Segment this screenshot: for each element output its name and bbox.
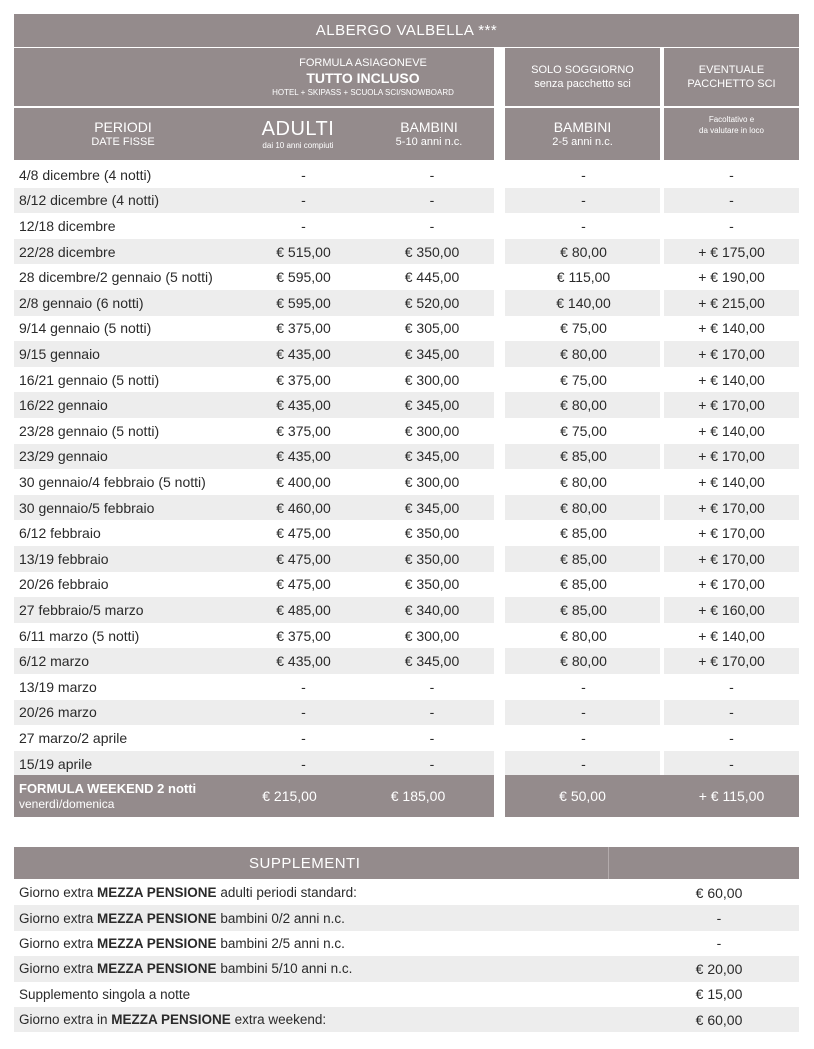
formula-line3: HOTEL + SKIPASS + SCUOLA SCI/SNOWBOARD	[272, 88, 454, 97]
weekend-sublabel: venerdì/domenica	[19, 797, 115, 811]
weekend-label: FORMULA WEEKEND 2 notti	[19, 781, 197, 796]
solo-soggiorno-cell: € 140,00	[556, 294, 611, 311]
pacchetto-sci-cell: + € 190,00	[698, 269, 765, 286]
solo-soggiorno-cell: € 85,00	[560, 601, 607, 618]
solo-soggiorno-cell: € 85,00	[560, 448, 607, 465]
pacchetto-sci-cell: + € 175,00	[698, 243, 765, 260]
adulti-cell: € 400,00	[276, 473, 331, 490]
pacchetto-sci-cell: -	[729, 704, 734, 721]
periodo-cell: 15/19 aprile	[19, 755, 93, 772]
adulti-cell: € 475,00	[276, 550, 331, 567]
periodi-label: PERIODI	[94, 119, 152, 135]
solo-soggiorno-cell: € 80,00	[560, 653, 607, 670]
solo-soggiorno-cell: € 80,00	[560, 499, 607, 516]
bambini-5-10-header	[364, 108, 494, 160]
adulti-cell: € 375,00	[276, 422, 331, 439]
adulti-cell: € 435,00	[276, 345, 331, 362]
supplementi-title: SUPPLEMENTI	[249, 854, 361, 872]
supplementi-header	[14, 847, 799, 879]
table-row	[14, 444, 799, 470]
bambini-cell: € 300,00	[404, 473, 460, 490]
adulti-cell: € 475,00	[276, 576, 331, 593]
adulti-cell: -	[301, 217, 306, 234]
table-row	[14, 418, 799, 444]
table-row	[14, 674, 799, 700]
adulti-label: ADULTI	[261, 117, 335, 140]
supplemento-text: Giorno extra	[19, 885, 98, 901]
supplemento-text: bambini 2/5 anni n.c.	[216, 935, 345, 951]
table-row	[14, 751, 799, 777]
table-row	[14, 623, 799, 649]
bambini-cell: € 300,00	[404, 371, 460, 388]
adulti-header	[232, 108, 364, 160]
weekend-adulti: € 215,00	[262, 788, 317, 804]
solo-soggiorno-cell: € 85,00	[560, 576, 607, 593]
adulti-cell: € 595,00	[276, 269, 331, 286]
supplemento-row	[14, 956, 799, 981]
solo-soggiorno-cell: -	[581, 729, 586, 746]
supplemento-text: Giorno extra	[19, 961, 98, 977]
supplemento-description	[19, 905, 345, 930]
table-row	[14, 341, 799, 367]
pacchetto-sci-cell: + € 170,00	[698, 550, 765, 567]
supplemento-text: Supplemento singola a notte	[19, 986, 191, 1002]
bambini-cell: € 340,00	[404, 601, 460, 618]
periodo-cell: 4/8 dicembre (4 notti)	[19, 166, 152, 183]
bambini-cell: € 350,00	[404, 243, 460, 260]
pacchetto-sci-cell: + € 140,00	[698, 422, 765, 439]
solo-line1: SOLO SOGGIORNO	[531, 64, 634, 76]
pacchetto-sci-cell: + € 170,00	[698, 525, 765, 542]
periodo-cell: 13/19 marzo	[19, 678, 97, 695]
supplemento-highlight: MEZZA PENSIONE	[97, 935, 217, 951]
bambini-cell: € 520,00	[404, 294, 460, 311]
table-row	[14, 648, 799, 674]
table-row	[14, 520, 799, 546]
periodo-cell: 9/14 gennaio (5 notti)	[19, 320, 152, 337]
hotel-title-bar	[14, 14, 799, 47]
facoltativo-note2: da valutare in loco	[699, 126, 764, 135]
bambini-cell: € 345,00	[404, 653, 460, 670]
bambini-cell: -	[429, 678, 435, 695]
solo-soggiorno-cell: € 80,00	[560, 627, 607, 644]
weekend-row-left	[14, 775, 494, 817]
weekend-row-right	[505, 775, 799, 817]
pacchetto-sci-cell: + € 140,00	[698, 473, 765, 490]
solo-soggiorno-cell: € 75,00	[560, 422, 607, 439]
supplemento-row	[14, 982, 799, 1007]
pacchetto-sci-cell: + € 140,00	[698, 371, 765, 388]
bambini-2-5-header	[505, 108, 660, 160]
bambini-cell: € 345,00	[404, 397, 460, 414]
periodi-header	[14, 108, 232, 160]
column-divider	[494, 162, 505, 818]
periodo-cell: 16/22 gennaio	[19, 397, 108, 414]
supplemento-highlight: MEZZA PENSIONE	[97, 885, 217, 901]
periodo-cell: 12/18 dicembre	[19, 217, 116, 234]
facoltativo-header	[664, 108, 799, 160]
solo-soggiorno-cell: € 75,00	[560, 320, 607, 337]
supplemento-price: € 15,00	[695, 986, 743, 1003]
adulti-cell: € 435,00	[276, 448, 331, 465]
supplemento-description	[19, 1007, 326, 1032]
facoltativo-note1: Facoltativo e	[708, 115, 755, 124]
pacchetto-sci-cell: + € 170,00	[698, 448, 765, 465]
supplemento-row	[14, 1007, 799, 1032]
solo-line2: senza pacchetto sci	[534, 78, 631, 90]
solo-soggiorno-cell: € 75,00	[560, 371, 607, 388]
formula-line2: TUTTO INCLUSO	[306, 70, 420, 86]
supplemento-description	[19, 982, 190, 1007]
solo-soggiorno-cell: € 115,00	[556, 269, 611, 286]
supplemento-description	[19, 880, 357, 905]
formula-header	[232, 48, 494, 106]
pacchetto-sci-cell: + € 170,00	[698, 576, 765, 593]
bambini-cell: € 300,00	[404, 422, 460, 439]
pacchetto-sci-cell: + € 140,00	[698, 627, 765, 644]
supplemento-highlight: MEZZA PENSIONE	[111, 1012, 231, 1028]
periodo-cell: 30 gennaio/5 febbraio	[19, 499, 155, 516]
eventuale-header	[664, 48, 799, 106]
supplemento-row	[14, 905, 799, 930]
solo-soggiorno-cell: € 80,00	[560, 345, 607, 362]
adulti-cell: € 435,00	[276, 397, 331, 414]
pacchetto-sci-cell: + € 170,00	[698, 397, 765, 414]
periodo-cell: 27 marzo/2 aprile	[19, 729, 128, 746]
supplemento-price: € 20,00	[695, 960, 743, 977]
table-row	[14, 213, 799, 239]
pacchetto-sci-cell: -	[729, 217, 734, 234]
table-row	[14, 239, 799, 265]
solo-soggiorno-cell: -	[581, 166, 586, 183]
table-row	[14, 188, 799, 214]
eventuale-line1: EVENTUALE	[698, 64, 765, 76]
supplemento-description	[19, 956, 352, 981]
supplemento-description	[19, 931, 345, 956]
bambini-cell: -	[429, 166, 435, 183]
table-row	[14, 495, 799, 521]
supplemento-row	[14, 931, 799, 956]
periodo-cell: 22/28 dicembre	[19, 243, 116, 260]
adulti-cell: € 475,00	[276, 525, 331, 542]
adulti-cell: € 460,00	[276, 499, 331, 516]
pacchetto-sci-cell: + € 160,00	[698, 601, 765, 618]
periodo-cell: 2/8 gennaio (6 notti)	[19, 294, 144, 311]
table-row	[14, 162, 799, 188]
supplemento-highlight: MEZZA PENSIONE	[97, 961, 217, 977]
eventuale-line2: PACCHETTO SCI	[687, 78, 776, 90]
solo-soggiorno-cell: -	[581, 704, 586, 721]
periodo-cell: 20/26 febbraio	[19, 576, 109, 593]
table-row	[14, 597, 799, 623]
table-row	[14, 725, 799, 751]
table-row	[14, 290, 799, 316]
supplemento-text: Giorno extra	[19, 935, 98, 951]
pacchetto-sci-cell: -	[729, 729, 734, 746]
pacchetto-sci-cell: + € 170,00	[698, 653, 765, 670]
table-row	[14, 572, 799, 598]
bambini-cell: € 305,00	[404, 320, 460, 337]
hotel-title: ALBERGO VALBELLA ***	[315, 22, 498, 39]
periodo-cell: 30 gennaio/4 febbraio (5 notti)	[19, 473, 206, 490]
adulti-cell: € 515,00	[276, 243, 331, 260]
bambini-cell: € 350,00	[404, 550, 460, 567]
bambini-cell: -	[429, 217, 435, 234]
supplemento-price: € 60,00	[695, 1011, 743, 1028]
solo-soggiorno-cell: -	[581, 192, 586, 209]
periodo-cell: 20/26 marzo	[19, 704, 97, 721]
table-row	[14, 367, 799, 393]
column-divider	[660, 162, 664, 818]
adulti-cell: -	[301, 192, 306, 209]
periodo-cell: 16/21 gennaio (5 notti)	[19, 371, 160, 388]
table-row	[14, 546, 799, 572]
pacchetto-sci-cell: -	[729, 678, 734, 695]
adulti-cell: € 595,00	[276, 294, 331, 311]
solo-soggiorno-cell: € 80,00	[560, 473, 607, 490]
bambini-cell: € 350,00	[404, 576, 460, 593]
solo-soggiorno-cell: € 85,00	[560, 550, 607, 567]
bambini-5-10-label: BAMBINI	[400, 119, 458, 135]
solo-soggiorno-cell: € 80,00	[560, 397, 607, 414]
solo-soggiorno-cell: -	[581, 755, 586, 772]
adulti-cell: € 485,00	[276, 601, 331, 618]
adulti-cell: € 375,00	[276, 627, 331, 644]
adulti-cell: € 375,00	[276, 320, 331, 337]
supplemento-text: Giorno extra	[19, 910, 98, 926]
pacchetto-sci-cell: -	[729, 755, 734, 772]
supplemento-text: bambini 5/10 anni n.c.	[216, 961, 353, 977]
pacchetto-sci-cell: + € 170,00	[698, 499, 765, 516]
adulti-cell: € 435,00	[276, 653, 331, 670]
supplemento-price: -	[716, 910, 722, 927]
supplemento-text: adulti periodi standard:	[216, 885, 357, 901]
pacchetto-sci-cell: -	[729, 192, 734, 209]
supplemento-price: -	[716, 935, 722, 952]
date-fisse-label: DATE FISSE	[91, 136, 155, 148]
bambini-cell: -	[429, 755, 435, 772]
table-row	[14, 264, 799, 290]
adulti-cell: -	[301, 678, 306, 695]
pacchetto-sci-cell: + € 170,00	[698, 345, 765, 362]
supplemento-row	[14, 880, 799, 905]
table-row	[14, 316, 799, 342]
adulti-cell: -	[301, 166, 306, 183]
table-row	[14, 392, 799, 418]
supplemento-highlight: MEZZA PENSIONE	[97, 910, 217, 926]
solo-soggiorno-cell: -	[581, 678, 586, 695]
supplemento-text: extra weekend:	[230, 1012, 327, 1028]
adulti-cell: -	[301, 755, 306, 772]
bambini-cell: € 300,00	[404, 627, 460, 644]
bambini-cell: -	[429, 729, 435, 746]
solo-soggiorno-header	[505, 48, 660, 106]
adulti-cell: -	[301, 729, 306, 746]
bambini-cell: € 345,00	[404, 448, 460, 465]
periodo-cell: 6/11 marzo (5 notti)	[19, 627, 140, 644]
periodo-cell: 23/28 gennaio (5 notti)	[19, 422, 160, 439]
bambini-2-5-label: BAMBINI	[553, 119, 612, 135]
table-row	[14, 469, 799, 495]
formula-line1: FORMULA ASIAGONEVE	[299, 57, 427, 69]
weekend-solo: € 50,00	[559, 788, 606, 804]
adulti-cell: -	[301, 704, 306, 721]
bambini-cell: -	[429, 192, 435, 209]
solo-soggiorno-cell: -	[581, 217, 586, 234]
supplementi-header-divider	[608, 847, 609, 879]
periodo-cell: 6/12 marzo	[19, 653, 90, 670]
periodo-cell: 13/19 febbraio	[19, 550, 109, 567]
pacchetto-sci-cell: -	[729, 166, 734, 183]
supplemento-price: € 60,00	[695, 884, 743, 901]
bambini-2-5-sublabel: 2-5 anni n.c.	[552, 136, 613, 148]
solo-soggiorno-cell: € 85,00	[560, 525, 607, 542]
weekend-label-block	[19, 781, 196, 811]
bambini-cell: € 445,00	[404, 269, 460, 286]
periodi-header-top	[14, 48, 232, 106]
table-row	[14, 700, 799, 726]
adulti-cell: € 375,00	[276, 371, 331, 388]
periodo-cell: 8/12 dicembre (4 notti)	[19, 192, 160, 209]
bambini-cell: € 345,00	[404, 499, 460, 516]
periodo-cell: 6/12 febbraio	[19, 525, 101, 542]
solo-soggiorno-cell: € 80,00	[560, 243, 607, 260]
pacchetto-sci-cell: + € 215,00	[698, 294, 765, 311]
weekend-bambini: € 185,00	[390, 788, 446, 804]
periodo-cell: 27 febbraio/5 marzo	[19, 601, 144, 618]
periodo-cell: 28 dicembre/2 gennaio (5 notti)	[19, 269, 213, 286]
bambini-cell: -	[429, 704, 435, 721]
adulti-sublabel: dai 10 anni compiuti	[262, 140, 334, 150]
pacchetto-sci-cell: + € 140,00	[698, 320, 765, 337]
weekend-pacchetto: + € 115,00	[698, 788, 765, 804]
bambini-cell: € 345,00	[404, 345, 460, 362]
bambini-5-10-sublabel: 5-10 anni n.c.	[395, 136, 463, 148]
periodo-cell: 23/29 gennaio	[19, 448, 108, 465]
supplemento-text: bambini 0/2 anni n.c.	[216, 910, 345, 926]
periodo-cell: 9/15 gennaio	[19, 345, 100, 362]
bambini-cell: € 350,00	[404, 525, 460, 542]
supplemento-text: Giorno extra in	[19, 1012, 112, 1028]
